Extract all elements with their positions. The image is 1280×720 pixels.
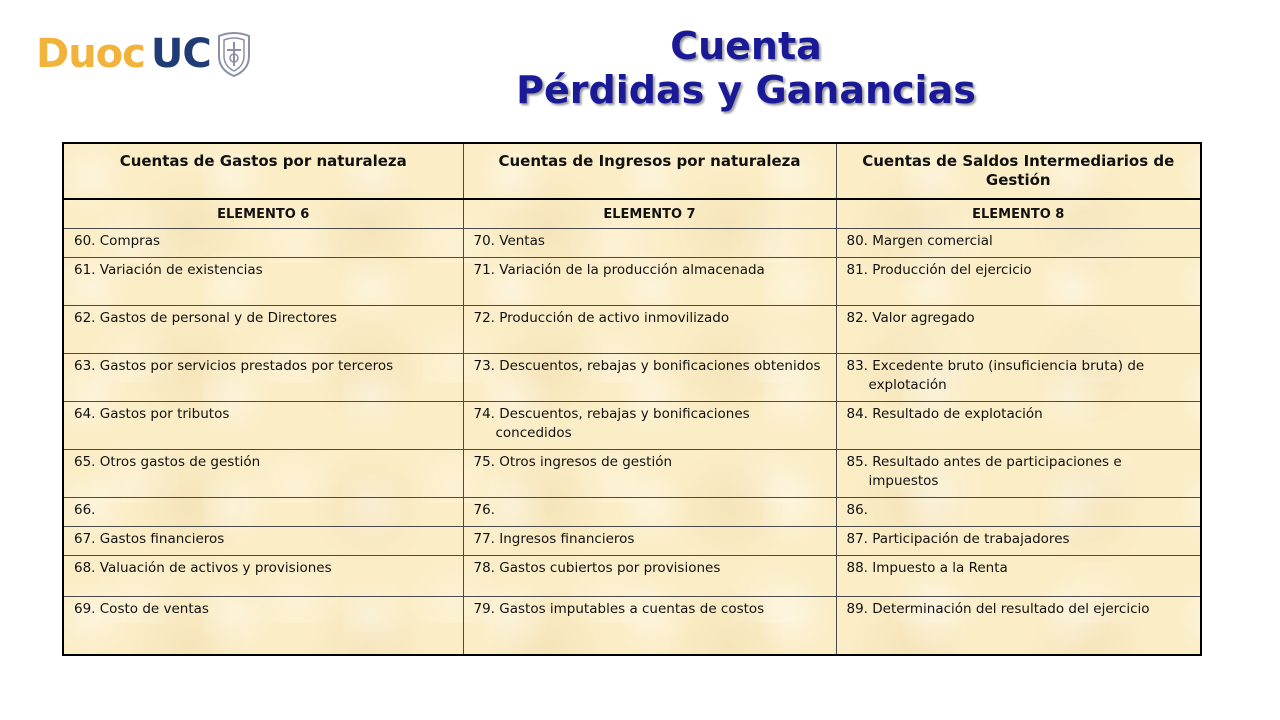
table-cell: 69. Costo de ventas (74, 601, 209, 617)
table-row (63, 597, 1201, 655)
accounts-table (62, 142, 1202, 656)
table-cell: 77. Ingresos financieros (473, 531, 635, 547)
table-cell: 67. Gastos financieros (74, 531, 225, 547)
element-row (63, 199, 1201, 229)
table-row (63, 498, 1201, 527)
header-saldos: Cuentas de Saldos Intermediarios de Gestión (836, 143, 1201, 199)
table-row (63, 229, 1201, 258)
table-cell: 87. Participación de trabajadores (846, 531, 1070, 547)
table-row (63, 258, 1201, 306)
logo-uc-text: UC (150, 31, 211, 77)
table-row (63, 402, 1201, 450)
header-ingresos: Cuentas de Ingresos por naturaleza (463, 143, 836, 199)
table-cell: 68. Valuación de activos y provisiones (74, 560, 332, 576)
table-row (63, 354, 1201, 402)
element-6: ELEMENTO 6 (63, 199, 463, 229)
table-cell: 86. (846, 502, 868, 518)
table-cell: 72. Producción de activo inmovilizado (473, 310, 730, 326)
duoc-uc-logo (36, 26, 253, 82)
element-7: ELEMENTO 7 (463, 199, 836, 229)
table-cell: 76. (473, 502, 495, 518)
title-line-1: Cuenta (670, 24, 822, 68)
table-cell: 88. Impuesto a la Renta (846, 560, 1008, 576)
table-cell: 84. Resultado de explotación (846, 406, 1043, 422)
table-cell: 85. Resultado antes de participaciones e impuestos (846, 454, 1122, 489)
table-cell: 82. Valor agregado (846, 310, 975, 326)
table-cell: 83. Excedente bruto (insuficiencia bruta) de explotación (846, 358, 1145, 393)
page-title (440, 24, 1052, 112)
table-cell: 75. Otros ingresos de gestión (473, 454, 673, 470)
table-row (63, 306, 1201, 354)
header-row (63, 143, 1201, 199)
table-cell: 61. Variación de existencias (74, 262, 263, 278)
header-gastos: Cuentas de Gastos por naturaleza (63, 143, 463, 199)
table-cell: 63. Gastos por servicios prestados por terceros (74, 358, 394, 374)
table-cell: 73. Descuentos, rebajas y bonificaciones obtenidos (473, 358, 821, 374)
table-cell: 71. Variación de la producción almacenada (473, 262, 765, 278)
table-row (63, 450, 1201, 498)
logo-duoc-text: Duoc (36, 31, 145, 77)
table-cell: 79. Gastos imputables a cuentas de costos (473, 601, 765, 617)
table-cell: 80. Margen comercial (846, 233, 993, 249)
table-cell: 62. Gastos de personal y de Directores (74, 310, 337, 326)
table-row (63, 556, 1201, 597)
table-cell: 78. Gastos cubiertos por provisiones (473, 560, 721, 576)
table-cell: 81. Producción del ejercicio (846, 262, 1032, 278)
table-cell: 66. (74, 502, 96, 518)
table-row (63, 527, 1201, 556)
table-cell: 89. Determinación del resultado del ejercicio (846, 601, 1150, 617)
element-8: ELEMENTO 8 (836, 199, 1201, 229)
table-cell: 60. Compras (74, 233, 161, 249)
table-cell: 70. Ventas (473, 233, 545, 249)
table-cell: 74. Descuentos, rebajas y bonificaciones concedidos (473, 406, 750, 441)
uc-seal-icon (215, 30, 253, 78)
table-cell: 65. Otros gastos de gestión (74, 454, 261, 470)
table-cell: 64. Gastos por tributos (74, 406, 230, 422)
title-line-2: Pérdidas y Ganancias (516, 68, 976, 112)
